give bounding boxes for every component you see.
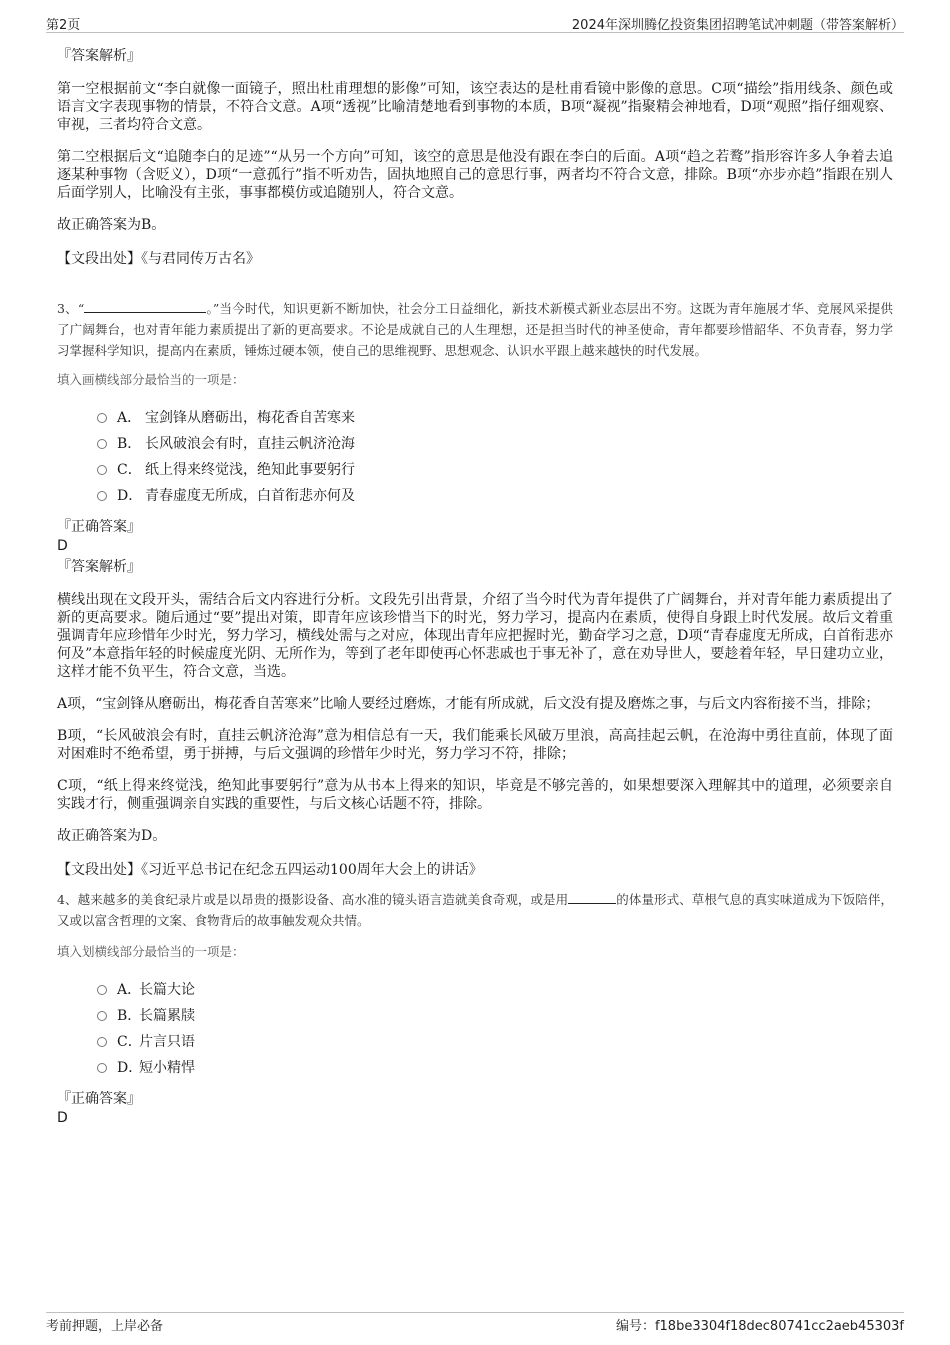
radio-icon[interactable]	[97, 1063, 107, 1073]
q2-analysis-paragraph-1: 第一空根据前文“李白就像一面镜子，照出杜甫理想的影像”可知，该空表达的是杜甫看镜中影像的意思。C项“描绘”指用线条、颜色或语言文字表现事物的情景，不符合文意。A项“透视”比喻清楚地看到事物的本质，B项“凝视”指聚精会神地看，D项“观照”指仔细观察、审视，三者均符合文意。	[57, 81, 893, 133]
q3-analysis-label: 『答案解析』	[57, 559, 141, 575]
q3-analysis-paragraph-1: 横线出现在文段开头，需结合后文内容进行分析。文段先引出背景，介绍了当今时代为青年提供了广阔舞台，并对青年能力素质提出了新的更高要求。随后通过“要”提出对策，即青年应该珍惜当下的时光，努力学习，提高内在素质，使得自身跟上时代发展。故后文着重强调青年应珍惜年少时光，努力学习，横线处需与之对应，体现出青年应把握时光，勤奋学习之意，D项“青春虚度无所成，白首衔悲亦何及”本意指年轻的时候虚度光阴、无所作为，等到了老年即使再心怀悲戚也于事无补了，意在劝导世人，要趁着年轻，早日建功立业，这样才能不负平生，符合文意，当选。	[57, 592, 893, 680]
footer-slogan: 考前押题，上岸必备	[46, 1319, 164, 1334]
q4-options	[57, 977, 893, 1081]
q3-blank	[84, 300, 206, 313]
q3-answer: D	[57, 538, 68, 554]
q4-question	[57, 889, 893, 931]
q4-option-b[interactable]: B． 长篇累牍	[97, 1003, 893, 1029]
q4-blank	[568, 891, 616, 904]
q3-answer-label: 『正确答案』	[57, 519, 141, 535]
q2-source: 【文段出处】《与君同传万古名》	[57, 251, 260, 267]
q3-question-text: 。”当今时代，知识更新不断加快，社会分工日益细化，新技术新模式新业态层出不穷。这既为青年施展才华、竞展风采提供了广阔舞台，也对青年能力素质提出了新的更高要求。不论是成就自己的人生理想，还是担当时代的神圣使命，青年都要珍惜韶华、不负青春，努力学习掌握科学知识，提高内在素质，锤炼过硬本领，使自己的思维视野、思想观念、认识水平跟上越来越快的时代发展。	[57, 301, 893, 358]
q3-option-c[interactable]: C． 纸上得来终觉浅，绝知此事要躬行	[97, 457, 893, 483]
q4-answer-label: 『正确答案』	[57, 1091, 141, 1107]
page-header	[46, 12, 904, 33]
q4-answer: D	[57, 1110, 68, 1126]
radio-icon[interactable]	[97, 439, 107, 449]
q3-prompt: 填入画横线部分最恰当的一项是：	[57, 372, 245, 387]
q3-number: 3、“	[57, 301, 85, 316]
q3-question	[57, 298, 893, 361]
q3-option-d[interactable]: D． 青春虚度无所成，白首衔悲亦何及	[97, 483, 893, 509]
q2-analysis-paragraph-2: 第二空根据后文“追随李白的足迹”“从另一个方向”可知，该空的意思是他没有跟在李白的后面。A项“趋之若鹜”指形容许多人争着去追逐某种事物（含贬义），D项“一意孤行”指不听劝告，固执地照自己的意思行事，两者均不符合文意，排除。B项“亦步亦趋”指跟在别人后面学别人，比喻没有主张，事事都模仿或追随别人，符合文意。	[57, 149, 893, 201]
document-code: 编号：f18be3304f18dec80741cc2aeb45303f	[615, 1319, 904, 1334]
q3-analysis-paragraph-3: B项，“长风破浪会有时，直挂云帆济沧海”意为相信总有一天，我们能乘长风破万里浪，高高挂起云帆，在沧海中勇往直前，体现了面对困难时不绝希望，勇于拼搏，与后文强调的珍惜年少时光，努力学习不符，排除；	[57, 728, 893, 762]
q3-analysis-paragraph-2: A项，“宝剑锋从磨砺出，梅花香自苦寒来”比喻人要经过磨炼，才能有所成就，后文没有提及磨炼之事，与后文内容衔接不当，排除；	[57, 696, 880, 712]
q4-option-c[interactable]: C． 片言只语	[97, 1029, 893, 1055]
q4-question-part-1: 4、越来越多的美食纪录片或是以昂贵的摄影设备、高水准的镜头语言造就美食奇观，或是用	[57, 892, 569, 907]
q3-options	[57, 405, 893, 509]
q3-analysis-paragraph-4: C项，“纸上得来终觉浅，绝知此事要躬行”意为从书本上得来的知识，毕竟是不够完善的，如果想要深入理解其中的道理，必须要亲自实践才行，侧重强调亲自实践的重要性，与后文核心话题不符，排除。	[57, 778, 893, 812]
radio-icon[interactable]	[97, 1037, 107, 1047]
radio-icon[interactable]	[97, 465, 107, 475]
q4-option-d[interactable]: D． 短小精悍	[97, 1055, 893, 1081]
q4-question-part-2: 的体量形式、草根气息的真实味道成为下饭陪伴，又或以富含哲理的文案、食物背后的故事触发观众共情。	[57, 892, 893, 928]
radio-icon[interactable]	[97, 413, 107, 423]
q4-option-a[interactable]: A． 长篇大论	[97, 977, 893, 1003]
page-footer	[46, 1312, 904, 1333]
q3-source: 【文段出处】《习近平总书记在纪念五四运动100周年大会上的讲话》	[57, 862, 483, 878]
radio-icon[interactable]	[97, 1011, 107, 1021]
radio-icon[interactable]	[97, 985, 107, 995]
q4-prompt: 填入划横线部分最恰当的一项是：	[57, 944, 245, 959]
q3-option-a[interactable]: A． 宝剑锋从磨砺出，梅花香自苦寒来	[97, 405, 893, 431]
radio-icon[interactable]	[97, 491, 107, 501]
q2-conclusion: 故正确答案为B。	[57, 217, 166, 233]
q2-analysis-label: 『答案解析』	[57, 48, 141, 64]
page-number: 第2页	[46, 18, 81, 33]
q3-option-b[interactable]: B． 长风破浪会有时，直挂云帆济沧海	[97, 431, 893, 457]
q3-conclusion: 故正确答案为D。	[57, 828, 167, 844]
page-content	[57, 46, 893, 1127]
document-title: 2024年深圳腾亿投资集团招聘笔试冲刺题（带答案解析）	[571, 18, 904, 33]
